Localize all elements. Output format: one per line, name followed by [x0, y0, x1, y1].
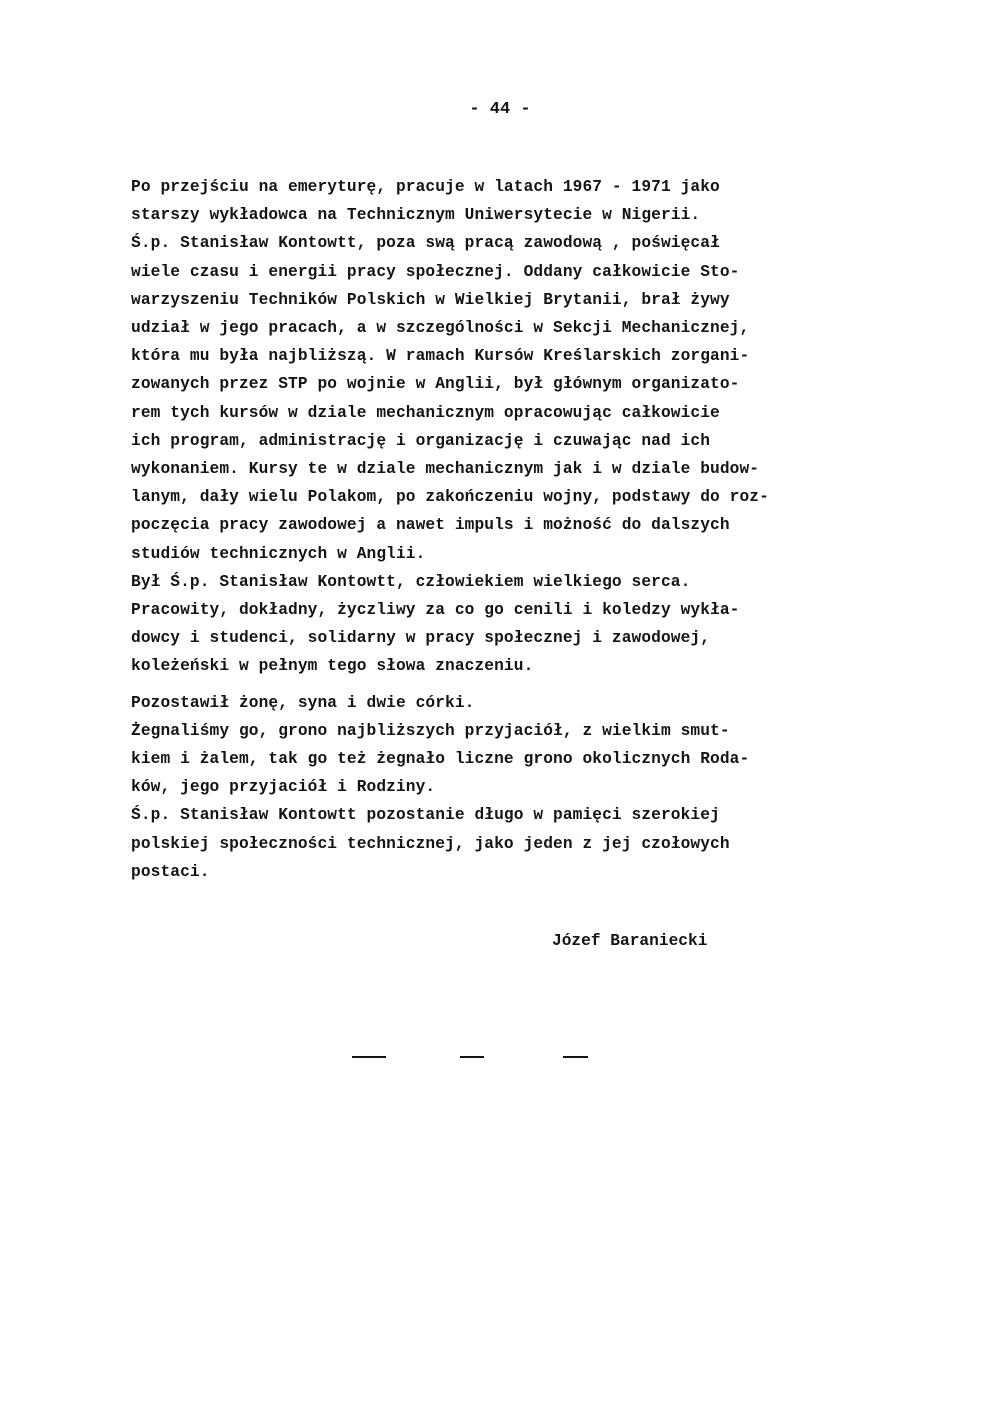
text-line: postaci.	[131, 862, 210, 881]
text-line: Po przejściu na emeryturę, pracuje w latach 1967 - 1971 jako	[131, 178, 720, 196]
paragraph-gap	[131, 681, 931, 689]
text-line: wykonaniem. Kursy te w dziale mechanicznym jak i w dziale budow-	[131, 460, 760, 479]
text-line: poczęcia pracy zawodowej a nawet impuls i możność do dalszych	[131, 516, 730, 535]
text-line: Pozostawił żonę, syna i dwie córki.	[131, 693, 475, 712]
text-line: Żegnaliśmy go, grono najbliższych przyjaciół, z wielkim smut-	[131, 721, 730, 740]
text-line: która mu była najbliższą. W ramach Kursów Kreślarskich zorgani-	[131, 347, 750, 366]
page-number: - 44 -	[469, 100, 531, 119]
text-line: koleżeński w pełnym tego słowa znaczeniu.	[131, 657, 534, 676]
author-signature: Józef Baraniecki	[552, 932, 708, 950]
text-line: Był Ś.p. Stanisław Kontowtt, człowiekiem wielkiego serca.	[131, 572, 691, 591]
text-line: Ś.p. Stanisław Kontowtt, poza swą pracą zawodową , poświęcał	[131, 234, 720, 253]
text-line: wiele czasu i energii pracy społecznej. Oddany całkowicie Sto-	[131, 262, 740, 281]
text-line: studiów technicznych w Anglii.	[131, 544, 426, 563]
text-line: zowanych przez STP po wojnie w Anglii, był głównym organizato-	[131, 375, 740, 394]
text-line: rem tych kursów w dziale mechanicznym opracowując całkowicie	[131, 403, 720, 422]
text-line: warzyszeniu Techników Polskich w Wielkiej Brytanii, brał żywy	[131, 290, 730, 309]
end-mark-left	[352, 1056, 386, 1058]
text-line: starszy wykładowca na Technicznym Uniwersytecie w Nigerii.	[131, 206, 701, 225]
text-line: ków, jego przyjaciół i Rodziny.	[131, 778, 436, 797]
text-line: lanym, dały wielu Polakom, po zakończeniu wojny, podstawy do roz-	[131, 488, 769, 507]
end-mark-right	[563, 1056, 588, 1058]
end-mark-center	[460, 1056, 484, 1058]
text-line: Ś.p. Stanisław Kontowtt pozostanie długo w pamięci szerokiej	[131, 806, 720, 825]
text-line: polskiej społeczności technicznej, jako jeden z jej czołowych	[131, 834, 730, 853]
text-line: ich program, administrację i organizację i czuwając nad ich	[131, 431, 711, 450]
text-line: dowcy i studenci, solidarny w pracy społecznej i zawodowej,	[131, 629, 711, 648]
text-line: Pracowity, dokładny, życzliwy za co go cenili i koledzy wykła-	[131, 601, 740, 620]
text-line: kiem i żalem, tak go też żegnało liczne grono okolicznych Roda-	[131, 750, 750, 769]
text-line: udział w jego pracach, a w szczególności w Sekcji Mechanicznej,	[131, 319, 750, 338]
body-text	[131, 173, 931, 886]
